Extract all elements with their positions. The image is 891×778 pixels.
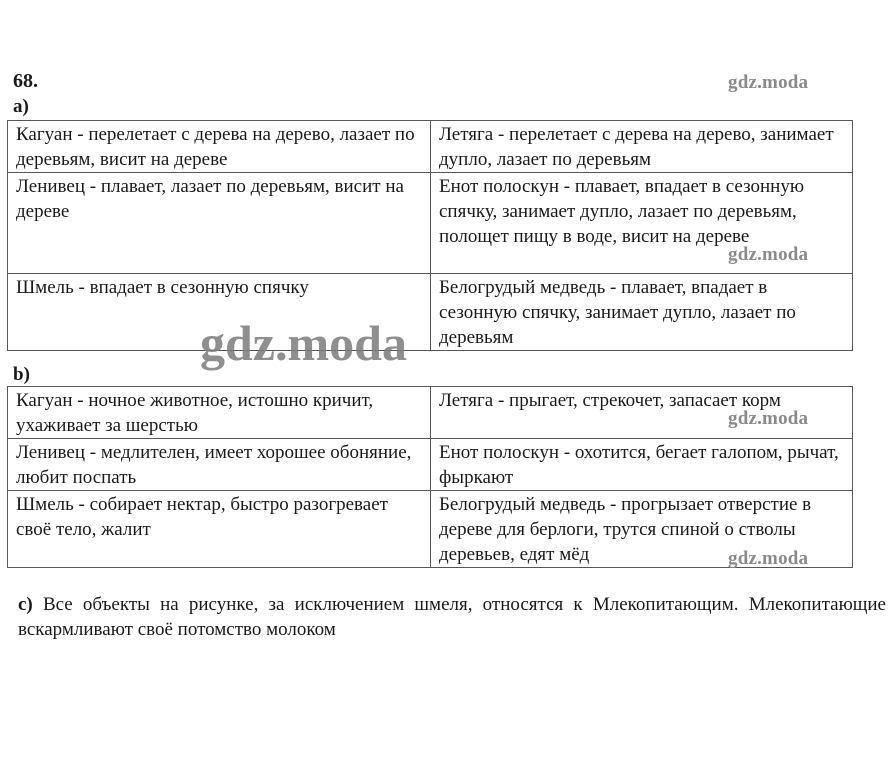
watermark-bottom: gdz.moda (728, 548, 809, 569)
part-c-label: c) (18, 594, 33, 615)
part-a-cell: Белогрудый медведь - плавает, впадает в сезонную спячку, занимает дупло, лазает по деревьям (431, 274, 853, 351)
part-a-label: a) (13, 96, 29, 117)
watermark-mid-a: gdz.moda (728, 244, 809, 265)
part-a-table (7, 120, 853, 351)
part-b-cell: Летяга - прыгает, стрекочет, запасает корм (431, 387, 853, 439)
part-a-cell: Енот полоскун - плавает, впадает в сезонную спячку, занимает дупло, лазает по деревьям, полощет пищу в воде, висит на дереве (431, 173, 853, 274)
part-b-label: b) (13, 364, 30, 385)
table-row (8, 274, 853, 351)
part-a-cell: Шмель - впадает в сезонную спячку (8, 274, 431, 351)
table-row (8, 439, 853, 491)
part-b-cell: Шмель - собирает нектар, быстро разогревает своё тело, жалит (8, 491, 431, 568)
part-a-cell: Кагуан - перелетает с дерева на дерево, лазает по деревьям, висит на дереве (8, 121, 431, 173)
part-c-text: Все объекты на рисунке, за исключением шмеля, относятся к Млекопитающим. Млекопитающие вскармливают своё потомство молоком (18, 594, 886, 640)
table-row (8, 491, 853, 568)
table-row (8, 387, 853, 439)
watermark-large: gdz.moda (200, 315, 407, 371)
part-b-cell: Ленивец - медлителен, имеет хорошее обоняние, любит поспать (8, 439, 431, 491)
part-b-cell: Енот полоскун - охотится, бегает галопом, рычат, фыркают (431, 439, 853, 491)
part-c-paragraph (18, 592, 886, 642)
watermark-top: gdz.moda (728, 72, 809, 93)
watermark-mid-b: gdz.moda (728, 408, 809, 429)
part-b-table (7, 386, 853, 568)
table-row (8, 173, 853, 274)
part-b-cell: Кагуан - ночное животное, истошно кричит, ухаживает за шерстью (8, 387, 431, 439)
part-a-cell: Ленивец - плавает, лазает по деревьям, висит на дереве (8, 173, 431, 274)
table-row (8, 121, 853, 173)
part-b-cell: Белогрудый медведь - прогрызает отверстие в дереве для берлоги, трутся спиной о стволы деревьев, едят мёд (431, 491, 853, 568)
part-a-cell: Летяга - перелетает с дерева на дерево, занимает дупло, лазает по деревьям (431, 121, 853, 173)
task-number: 68. (13, 70, 38, 92)
